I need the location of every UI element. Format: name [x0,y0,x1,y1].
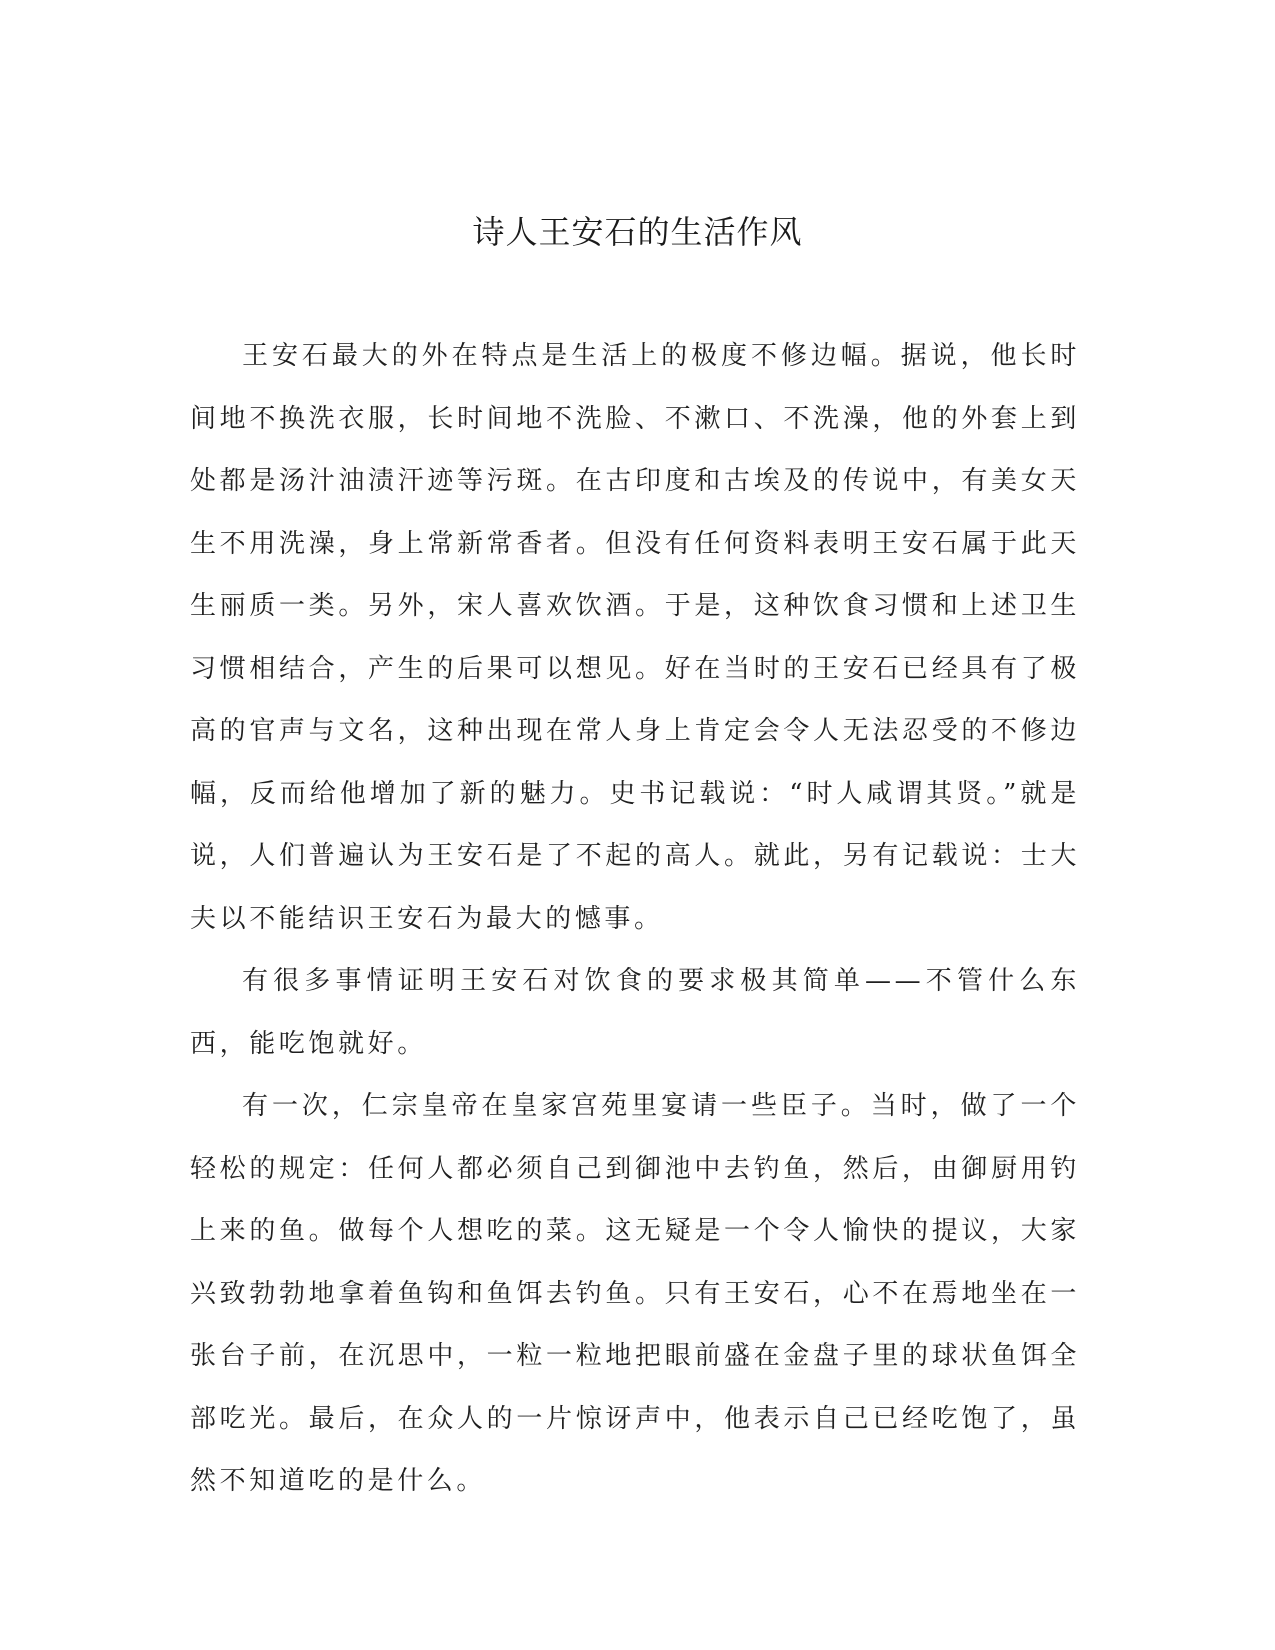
paragraph-1: 王安石最大的外在特点是生活上的极度不修边幅。据说，他长时间地不换洗衣服，长时间地不洗脸、不漱口、不洗澡，他的外套上到处都是汤汁油渍汗迹等污斑。在古印度和古埃及的传说中，有美女天生不用洗澡，身上常新常香者。但没有任何资料表明王安石属于此天生丽质一类。另外，宋人喜欢饮酒。于是，这种饮食习惯和上述卫生习惯相结合，产生的后果可以想见。好在当时的王安石已经具有了极高的官声与文名，这种出现在常人身上肯定会令人无法忍受的不修边幅，反而给他增加了新的魅力。史书记载说：“时人咸谓其贤。”就是说，人们普遍认为王安石是了不起的高人。就此，另有记载说：士大夫以不能结识王安石为最大的憾事。 [190,341,1080,934]
document-title: 诗人王安石的生活作风 [472,213,803,251]
paragraph-2: 有很多事情证明王安石对饮食的要求极其简单——不管什么东西，能吃饱就好。 [190,966,1080,1059]
paragraph-3: 有一次，仁宗皇帝在皇家宫苑里宴请一些臣子。当时，做了一个轻松的规定：任何人都必须自己到御池中去钓鱼，然后，由御厨用钓上来的鱼。做每个人想吃的菜。这无疑是一个令人愉快的提议，大家兴致勃勃地拿着鱼钩和鱼饵去钓鱼。只有王安石，心不在焉地坐在一张台子前，在沉思中，一粒一粒地把眼前盛在金盘子里的球状鱼饵全部吃光。最后，在众人的一片惊讶声中，他表示自己已经吃饱了，虽然不知道吃的是什么。 [190,1091,1080,1496]
document-body [190,325,1080,1513]
